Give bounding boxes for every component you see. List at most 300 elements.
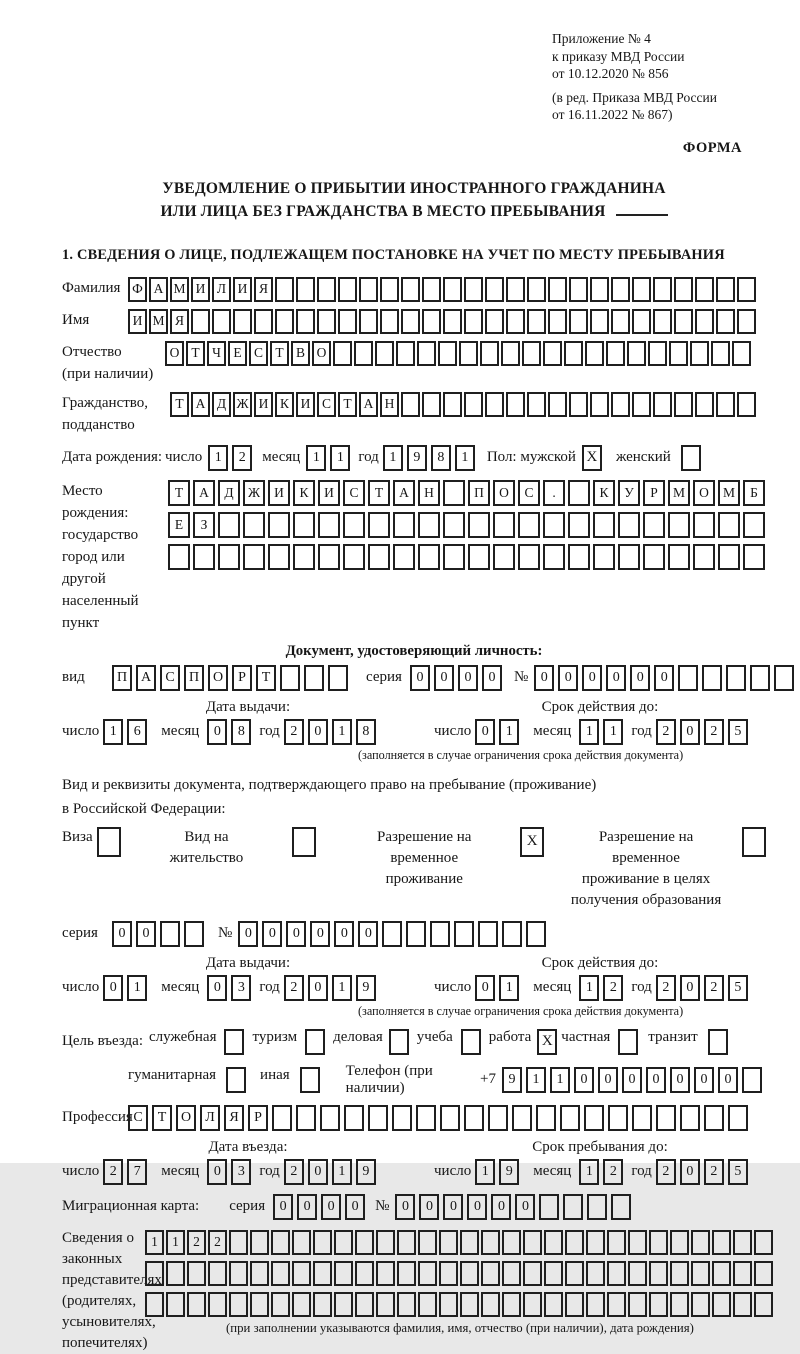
char-cell[interactable]: С bbox=[128, 1105, 148, 1131]
char-cell[interactable] bbox=[611, 392, 630, 417]
char-cell[interactable] bbox=[732, 341, 751, 366]
char-cell[interactable]: А bbox=[191, 392, 210, 417]
purpose-chastnaya-checkbox[interactable] bbox=[618, 1029, 638, 1055]
char-cell[interactable] bbox=[526, 921, 546, 947]
char-cell[interactable] bbox=[145, 1292, 164, 1317]
char-cell[interactable]: 2 bbox=[208, 1230, 227, 1255]
char-cell[interactable]: Т bbox=[152, 1105, 172, 1131]
char-cell[interactable]: 1 bbox=[166, 1230, 185, 1255]
char-cell[interactable]: 1 bbox=[526, 1067, 546, 1093]
char-cell[interactable] bbox=[586, 1292, 605, 1317]
char-cell[interactable] bbox=[523, 1292, 542, 1317]
char-cell[interactable] bbox=[754, 1261, 773, 1286]
char-cell[interactable] bbox=[334, 1261, 353, 1286]
char-cell[interactable] bbox=[564, 341, 583, 366]
char-cell[interactable]: 2 bbox=[603, 975, 623, 1001]
char-cell[interactable] bbox=[313, 1230, 332, 1255]
char-cell[interactable] bbox=[565, 1292, 584, 1317]
char-cell[interactable]: 0 bbox=[308, 975, 328, 1001]
char-cell[interactable] bbox=[481, 1292, 500, 1317]
char-cell[interactable]: З bbox=[193, 512, 215, 538]
char-cell[interactable]: И bbox=[254, 392, 273, 417]
char-cell[interactable] bbox=[485, 392, 504, 417]
char-cell[interactable] bbox=[695, 392, 714, 417]
char-cell[interactable] bbox=[271, 1230, 290, 1255]
char-cell[interactable]: О bbox=[176, 1105, 196, 1131]
char-cell[interactable] bbox=[397, 1292, 416, 1317]
char-cell[interactable] bbox=[187, 1292, 206, 1317]
char-cell[interactable]: В bbox=[291, 341, 310, 366]
char-cell[interactable]: 0 bbox=[491, 1194, 511, 1220]
char-cell[interactable]: Я bbox=[254, 277, 273, 302]
char-cell[interactable]: 1 bbox=[332, 1159, 352, 1185]
char-cell[interactable] bbox=[506, 277, 525, 302]
char-cell[interactable]: 0 bbox=[606, 665, 626, 691]
char-cell[interactable]: 1 bbox=[383, 445, 403, 471]
char-cell[interactable]: И bbox=[318, 480, 340, 506]
temp-permit-checkbox[interactable]: X bbox=[520, 827, 544, 857]
char-cell[interactable]: А bbox=[393, 480, 415, 506]
char-cell[interactable] bbox=[607, 1292, 626, 1317]
char-cell[interactable] bbox=[527, 392, 546, 417]
char-cell[interactable] bbox=[544, 1292, 563, 1317]
char-cell[interactable]: 3 bbox=[231, 1159, 251, 1185]
char-cell[interactable] bbox=[643, 544, 665, 570]
char-cell[interactable] bbox=[648, 341, 667, 366]
char-cell[interactable]: П bbox=[468, 480, 490, 506]
char-cell[interactable]: Д bbox=[218, 480, 240, 506]
char-cell[interactable]: 0 bbox=[207, 1159, 227, 1185]
char-cell[interactable] bbox=[191, 309, 210, 334]
char-cell[interactable] bbox=[292, 1292, 311, 1317]
char-cell[interactable] bbox=[680, 1105, 700, 1131]
char-cell[interactable] bbox=[670, 1292, 689, 1317]
char-cell[interactable] bbox=[422, 392, 441, 417]
char-cell[interactable]: 0 bbox=[582, 665, 602, 691]
char-cell[interactable] bbox=[488, 1105, 508, 1131]
char-cell[interactable] bbox=[718, 544, 740, 570]
char-cell[interactable]: 2 bbox=[704, 1159, 724, 1185]
char-cell[interactable] bbox=[313, 1261, 332, 1286]
char-cell[interactable] bbox=[527, 309, 546, 334]
char-cell[interactable]: М bbox=[149, 309, 168, 334]
char-cell[interactable] bbox=[229, 1261, 248, 1286]
char-cell[interactable]: Я bbox=[224, 1105, 244, 1131]
char-cell[interactable]: 9 bbox=[499, 1159, 519, 1185]
char-cell[interactable]: 0 bbox=[238, 921, 258, 947]
char-cell[interactable] bbox=[656, 1105, 676, 1131]
char-cell[interactable] bbox=[543, 544, 565, 570]
char-cell[interactable] bbox=[439, 1292, 458, 1317]
char-cell[interactable]: И bbox=[233, 277, 252, 302]
char-cell[interactable] bbox=[393, 544, 415, 570]
char-cell[interactable] bbox=[268, 512, 290, 538]
char-cell[interactable]: 1 bbox=[603, 719, 623, 745]
char-cell[interactable]: 6 bbox=[127, 719, 147, 745]
char-cell[interactable]: Л bbox=[200, 1105, 220, 1131]
char-cell[interactable]: Б bbox=[743, 480, 765, 506]
char-cell[interactable] bbox=[737, 277, 756, 302]
char-cell[interactable] bbox=[464, 392, 483, 417]
char-cell[interactable] bbox=[733, 1261, 752, 1286]
char-cell[interactable] bbox=[292, 1261, 311, 1286]
char-cell[interactable] bbox=[212, 309, 231, 334]
char-cell[interactable]: Р bbox=[643, 480, 665, 506]
char-cell[interactable] bbox=[523, 1230, 542, 1255]
char-cell[interactable]: 1 bbox=[208, 445, 228, 471]
char-cell[interactable]: О bbox=[208, 665, 228, 691]
char-cell[interactable]: М bbox=[668, 480, 690, 506]
char-cell[interactable] bbox=[193, 544, 215, 570]
char-cell[interactable]: 0 bbox=[207, 975, 227, 1001]
char-cell[interactable]: 0 bbox=[395, 1194, 415, 1220]
char-cell[interactable] bbox=[343, 512, 365, 538]
char-cell[interactable]: А bbox=[136, 665, 156, 691]
char-cell[interactable] bbox=[590, 309, 609, 334]
char-cell[interactable] bbox=[397, 1230, 416, 1255]
char-cell[interactable] bbox=[586, 1230, 605, 1255]
residence-permit-checkbox[interactable] bbox=[292, 827, 316, 857]
char-cell[interactable] bbox=[523, 1261, 542, 1286]
purpose-delovaya-checkbox[interactable] bbox=[389, 1029, 409, 1055]
char-cell[interactable]: 0 bbox=[458, 665, 478, 691]
char-cell[interactable]: 0 bbox=[286, 921, 306, 947]
char-cell[interactable] bbox=[443, 512, 465, 538]
char-cell[interactable] bbox=[275, 277, 294, 302]
char-cell[interactable] bbox=[443, 392, 462, 417]
char-cell[interactable]: 0 bbox=[419, 1194, 439, 1220]
char-cell[interactable] bbox=[208, 1261, 227, 1286]
char-cell[interactable] bbox=[527, 277, 546, 302]
char-cell[interactable] bbox=[344, 1105, 364, 1131]
char-cell[interactable]: 0 bbox=[574, 1067, 594, 1093]
char-cell[interactable] bbox=[439, 1261, 458, 1286]
char-cell[interactable]: 0 bbox=[482, 665, 502, 691]
char-cell[interactable] bbox=[293, 544, 315, 570]
char-cell[interactable] bbox=[375, 341, 394, 366]
char-cell[interactable] bbox=[569, 392, 588, 417]
char-cell[interactable] bbox=[296, 309, 315, 334]
char-cell[interactable] bbox=[560, 1105, 580, 1131]
char-cell[interactable] bbox=[608, 1105, 628, 1131]
char-cell[interactable] bbox=[502, 1292, 521, 1317]
char-cell[interactable]: 0 bbox=[558, 665, 578, 691]
char-cell[interactable]: 2 bbox=[603, 1159, 623, 1185]
char-cell[interactable] bbox=[481, 1230, 500, 1255]
char-cell[interactable] bbox=[401, 309, 420, 334]
char-cell[interactable] bbox=[229, 1230, 248, 1255]
char-cell[interactable] bbox=[268, 544, 290, 570]
char-cell[interactable] bbox=[649, 1292, 668, 1317]
char-cell[interactable]: 0 bbox=[622, 1067, 642, 1093]
char-cell[interactable] bbox=[493, 544, 515, 570]
char-cell[interactable] bbox=[355, 1230, 374, 1255]
char-cell[interactable]: 2 bbox=[103, 1159, 123, 1185]
char-cell[interactable]: Ж bbox=[233, 392, 252, 417]
char-cell[interactable] bbox=[618, 512, 640, 538]
char-cell[interactable] bbox=[702, 665, 722, 691]
char-cell[interactable]: О bbox=[165, 341, 184, 366]
char-cell[interactable]: С bbox=[518, 480, 540, 506]
char-cell[interactable]: С bbox=[249, 341, 268, 366]
char-cell[interactable]: 2 bbox=[656, 719, 676, 745]
char-cell[interactable] bbox=[628, 1292, 647, 1317]
char-cell[interactable] bbox=[480, 341, 499, 366]
char-cell[interactable] bbox=[438, 341, 457, 366]
char-cell[interactable] bbox=[649, 1261, 668, 1286]
char-cell[interactable] bbox=[618, 544, 640, 570]
char-cell[interactable]: Ф bbox=[128, 277, 147, 302]
char-cell[interactable] bbox=[716, 309, 735, 334]
char-cell[interactable] bbox=[691, 1292, 710, 1317]
char-cell[interactable]: Д bbox=[212, 392, 231, 417]
char-cell[interactable]: 1 bbox=[579, 975, 599, 1001]
char-cell[interactable]: 1 bbox=[455, 445, 475, 471]
char-cell[interactable] bbox=[568, 512, 590, 538]
char-cell[interactable] bbox=[690, 341, 709, 366]
char-cell[interactable] bbox=[460, 1292, 479, 1317]
char-cell[interactable] bbox=[460, 1261, 479, 1286]
purpose-inaya-checkbox[interactable] bbox=[300, 1067, 320, 1093]
char-cell[interactable]: 8 bbox=[356, 719, 376, 745]
char-cell[interactable] bbox=[243, 512, 265, 538]
char-cell[interactable]: П bbox=[112, 665, 132, 691]
char-cell[interactable] bbox=[338, 309, 357, 334]
char-cell[interactable]: 0 bbox=[646, 1067, 666, 1093]
char-cell[interactable] bbox=[750, 665, 770, 691]
char-cell[interactable] bbox=[548, 309, 567, 334]
char-cell[interactable]: 2 bbox=[704, 719, 724, 745]
char-cell[interactable]: А bbox=[359, 392, 378, 417]
char-cell[interactable] bbox=[733, 1292, 752, 1317]
char-cell[interactable] bbox=[401, 277, 420, 302]
purpose-turizm-checkbox[interactable] bbox=[305, 1029, 325, 1055]
char-cell[interactable] bbox=[668, 512, 690, 538]
char-cell[interactable] bbox=[254, 309, 273, 334]
char-cell[interactable] bbox=[628, 1261, 647, 1286]
char-cell[interactable]: 1 bbox=[499, 719, 519, 745]
char-cell[interactable]: 0 bbox=[467, 1194, 487, 1220]
char-cell[interactable] bbox=[380, 309, 399, 334]
char-cell[interactable] bbox=[691, 1230, 710, 1255]
char-cell[interactable]: 0 bbox=[680, 719, 700, 745]
char-cell[interactable]: С bbox=[317, 392, 336, 417]
char-cell[interactable] bbox=[439, 1230, 458, 1255]
char-cell[interactable] bbox=[743, 512, 765, 538]
char-cell[interactable] bbox=[250, 1292, 269, 1317]
char-cell[interactable] bbox=[544, 1230, 563, 1255]
char-cell[interactable] bbox=[145, 1261, 164, 1286]
char-cell[interactable] bbox=[493, 512, 515, 538]
char-cell[interactable] bbox=[653, 309, 672, 334]
char-cell[interactable]: 0 bbox=[321, 1194, 341, 1220]
char-cell[interactable] bbox=[272, 1105, 292, 1131]
char-cell[interactable]: 0 bbox=[670, 1067, 690, 1093]
char-cell[interactable] bbox=[368, 512, 390, 538]
char-cell[interactable] bbox=[518, 512, 540, 538]
char-cell[interactable] bbox=[168, 544, 190, 570]
char-cell[interactable] bbox=[774, 665, 794, 691]
char-cell[interactable] bbox=[565, 1261, 584, 1286]
sex-female-checkbox[interactable] bbox=[681, 445, 701, 471]
char-cell[interactable] bbox=[416, 1105, 436, 1131]
sex-male-checkbox[interactable]: X bbox=[582, 445, 602, 471]
char-cell[interactable] bbox=[539, 1194, 559, 1220]
char-cell[interactable] bbox=[317, 277, 336, 302]
char-cell[interactable] bbox=[481, 1261, 500, 1286]
char-cell[interactable]: Т bbox=[170, 392, 189, 417]
char-cell[interactable]: 1 bbox=[579, 1159, 599, 1185]
char-cell[interactable]: Я bbox=[170, 309, 189, 334]
char-cell[interactable] bbox=[334, 1292, 353, 1317]
char-cell[interactable] bbox=[229, 1292, 248, 1317]
char-cell[interactable] bbox=[649, 1230, 668, 1255]
char-cell[interactable]: 0 bbox=[515, 1194, 535, 1220]
char-cell[interactable]: 2 bbox=[284, 719, 304, 745]
char-cell[interactable]: 0 bbox=[334, 921, 354, 947]
char-cell[interactable]: С bbox=[160, 665, 180, 691]
char-cell[interactable] bbox=[548, 392, 567, 417]
char-cell[interactable]: К bbox=[293, 480, 315, 506]
char-cell[interactable]: Е bbox=[168, 512, 190, 538]
char-cell[interactable]: 1 bbox=[306, 445, 326, 471]
char-cell[interactable] bbox=[569, 309, 588, 334]
char-cell[interactable]: Н bbox=[418, 480, 440, 506]
char-cell[interactable]: 1 bbox=[145, 1230, 164, 1255]
char-cell[interactable] bbox=[536, 1105, 556, 1131]
char-cell[interactable]: А bbox=[193, 480, 215, 506]
char-cell[interactable] bbox=[368, 544, 390, 570]
char-cell[interactable] bbox=[393, 512, 415, 538]
char-cell[interactable] bbox=[544, 1261, 563, 1286]
char-cell[interactable]: О bbox=[493, 480, 515, 506]
char-cell[interactable] bbox=[187, 1261, 206, 1286]
char-cell[interactable]: П bbox=[184, 665, 204, 691]
char-cell[interactable]: 0 bbox=[410, 665, 430, 691]
char-cell[interactable]: 0 bbox=[598, 1067, 618, 1093]
char-cell[interactable]: 0 bbox=[262, 921, 282, 947]
char-cell[interactable]: О bbox=[312, 341, 331, 366]
purpose-ucheba-checkbox[interactable] bbox=[461, 1029, 481, 1055]
char-cell[interactable] bbox=[726, 665, 746, 691]
char-cell[interactable] bbox=[569, 277, 588, 302]
char-cell[interactable] bbox=[502, 1230, 521, 1255]
char-cell[interactable] bbox=[485, 277, 504, 302]
char-cell[interactable]: 1 bbox=[499, 975, 519, 1001]
char-cell[interactable] bbox=[280, 665, 300, 691]
char-cell[interactable]: 9 bbox=[356, 1159, 376, 1185]
char-cell[interactable] bbox=[304, 665, 324, 691]
char-cell[interactable] bbox=[160, 921, 180, 947]
char-cell[interactable] bbox=[184, 921, 204, 947]
char-cell[interactable] bbox=[318, 512, 340, 538]
char-cell[interactable] bbox=[522, 341, 541, 366]
char-cell[interactable] bbox=[754, 1230, 773, 1255]
char-cell[interactable]: Т bbox=[186, 341, 205, 366]
char-cell[interactable]: 5 bbox=[728, 1159, 748, 1185]
char-cell[interactable] bbox=[653, 392, 672, 417]
char-cell[interactable]: 0 bbox=[345, 1194, 365, 1220]
char-cell[interactable]: 0 bbox=[112, 921, 132, 947]
char-cell[interactable] bbox=[376, 1292, 395, 1317]
char-cell[interactable] bbox=[338, 277, 357, 302]
char-cell[interactable]: М bbox=[718, 480, 740, 506]
char-cell[interactable]: 0 bbox=[630, 665, 650, 691]
purpose-gumanitarnaya-checkbox[interactable] bbox=[226, 1067, 246, 1093]
visa-checkbox[interactable] bbox=[97, 827, 121, 857]
char-cell[interactable] bbox=[670, 1230, 689, 1255]
char-cell[interactable] bbox=[430, 921, 450, 947]
char-cell[interactable]: Т bbox=[256, 665, 276, 691]
char-cell[interactable]: 1 bbox=[550, 1067, 570, 1093]
char-cell[interactable]: Р bbox=[232, 665, 252, 691]
char-cell[interactable]: 8 bbox=[231, 719, 251, 745]
char-cell[interactable] bbox=[628, 1230, 647, 1255]
char-cell[interactable] bbox=[328, 665, 348, 691]
char-cell[interactable] bbox=[632, 392, 651, 417]
char-cell[interactable] bbox=[611, 1194, 631, 1220]
char-cell[interactable] bbox=[406, 921, 426, 947]
char-cell[interactable] bbox=[250, 1230, 269, 1255]
char-cell[interactable] bbox=[606, 341, 625, 366]
char-cell[interactable] bbox=[464, 1105, 484, 1131]
char-cell[interactable] bbox=[712, 1230, 731, 1255]
char-cell[interactable] bbox=[359, 277, 378, 302]
char-cell[interactable]: К bbox=[593, 480, 615, 506]
char-cell[interactable] bbox=[218, 544, 240, 570]
char-cell[interactable] bbox=[454, 921, 474, 947]
purpose-rabota-checkbox[interactable]: X bbox=[537, 1029, 557, 1055]
char-cell[interactable] bbox=[333, 341, 352, 366]
char-cell[interactable] bbox=[343, 544, 365, 570]
char-cell[interactable] bbox=[334, 1230, 353, 1255]
char-cell[interactable]: 3 bbox=[231, 975, 251, 1001]
char-cell[interactable] bbox=[443, 544, 465, 570]
char-cell[interactable]: Р bbox=[248, 1105, 268, 1131]
char-cell[interactable] bbox=[716, 392, 735, 417]
char-cell[interactable] bbox=[293, 512, 315, 538]
char-cell[interactable] bbox=[543, 512, 565, 538]
char-cell[interactable]: Т bbox=[338, 392, 357, 417]
char-cell[interactable] bbox=[565, 1230, 584, 1255]
char-cell[interactable]: 2 bbox=[187, 1230, 206, 1255]
char-cell[interactable] bbox=[670, 1261, 689, 1286]
char-cell[interactable]: Н bbox=[380, 392, 399, 417]
char-cell[interactable]: 0 bbox=[654, 665, 674, 691]
char-cell[interactable]: 7 bbox=[127, 1159, 147, 1185]
char-cell[interactable] bbox=[704, 1105, 724, 1131]
char-cell[interactable]: И bbox=[191, 277, 210, 302]
char-cell[interactable]: 0 bbox=[475, 975, 495, 1001]
char-cell[interactable]: 2 bbox=[284, 975, 304, 1001]
char-cell[interactable] bbox=[632, 309, 651, 334]
char-cell[interactable] bbox=[742, 1067, 762, 1093]
char-cell[interactable] bbox=[317, 309, 336, 334]
char-cell[interactable]: 0 bbox=[680, 975, 700, 1001]
char-cell[interactable]: У bbox=[618, 480, 640, 506]
char-cell[interactable] bbox=[585, 341, 604, 366]
char-cell[interactable] bbox=[418, 512, 440, 538]
char-cell[interactable] bbox=[586, 1261, 605, 1286]
char-cell[interactable] bbox=[512, 1105, 532, 1131]
char-cell[interactable] bbox=[716, 277, 735, 302]
char-cell[interactable] bbox=[643, 512, 665, 538]
char-cell[interactable] bbox=[695, 277, 714, 302]
char-cell[interactable]: К bbox=[275, 392, 294, 417]
char-cell[interactable] bbox=[485, 309, 504, 334]
char-cell[interactable] bbox=[506, 392, 525, 417]
char-cell[interactable] bbox=[587, 1194, 607, 1220]
